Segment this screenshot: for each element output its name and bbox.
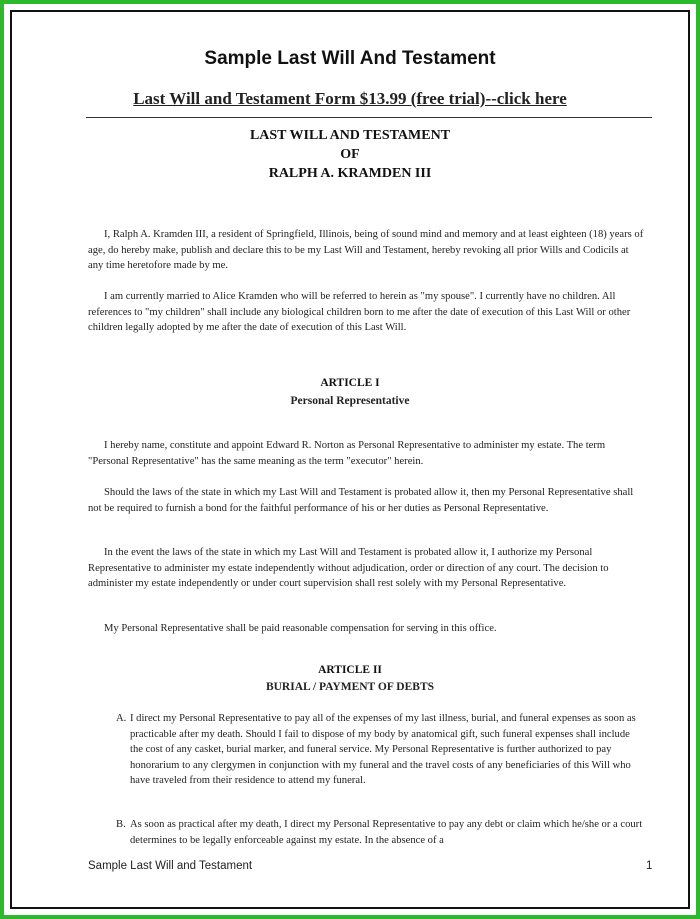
article-1-paragraph: I hereby name, constitute and appoint Edward R. Norton as Personal Representative to administer my estate. The term "Personal Representative" has the same meaning as the term "executor" herein. — [88, 440, 606, 467]
list-item: B. As soon as practical after my death, I direct my Personal Representative to pay any debt or claim which he/she or a court determines to be legally enforceable against my estate. In the absence of a — [116, 819, 643, 846]
divider — [86, 117, 652, 118]
article-1-heading: ARTICLE I — [320, 377, 380, 389]
article-1-paragraph: Should the laws of the state in which my Last Will and Testament is probated allow it, then my Personal Representative shall not be required to furnish a bond for the faithful performance of his or her duties as Personal Representative. — [88, 487, 634, 514]
article-1-paragraph: In the event the laws of the state in which my Last Will and Testament is probated allow it, I authorize my Personal Representative to administer my estate independently without adjudication, order or direction of any court. The decision to administer my estate independently or under court supervision shall rest solely with my Personal Representative. — [88, 547, 609, 589]
article-1-subheading: Personal Representative — [290, 395, 410, 407]
testator-name: RALPH A. KRAMDEN III — [268, 166, 432, 181]
article-2-heading: ARTICLE II — [318, 664, 382, 676]
marital-status-paragraph: I am currently married to Alice Kramden who will be referred to herein as "my spouse". I currently have no children. All references to "my children" shall include any biological children born to me after the date of execution of this Last Will or other children legally adopted by me after the date of execution of this Last Will. — [88, 291, 631, 333]
page-number: 1 — [646, 860, 653, 872]
footer-document-name: Sample Last Will and Testament — [88, 860, 253, 872]
will-title: LAST WILL AND TESTAMENT — [249, 128, 451, 143]
article-2-subheading: BURIAL / PAYMENT OF DEBTS — [265, 681, 435, 693]
intro-paragraph: I, Ralph A. Kramden III, a resident of Springfield, Illinois, being of sound mind and memory and at least eighteen (18) years of age, do hereby make, publish and declare this to be my Last Will and Testament, hereby revoking all prior Wills and Codicils at any time heretofore made by me. — [88, 229, 644, 271]
page-title: Sample Last Will And Testament — [204, 48, 496, 69]
will-title-of: OF — [340, 147, 360, 162]
article-1-paragraph: My Personal Representative shall be paid reasonable compensation for serving in this office. — [104, 623, 497, 634]
promo-link[interactable]: Last Will and Testament Form $13.99 (free trial)--click here — [133, 89, 567, 108]
list-item: A. I direct my Personal Representative to pay all of the expenses of my last illness, burial, and funeral expenses as soon as practicable after my death. Should I fail to dispose of my body by anatomical gift, such funeral expenses shall include the cost of any casket, burial marker, and funeral service. My Personal Representative is further authorized to pay honorarium to any clergymen in conjunction with my funeral and the travel costs of any beneficiaries of this Will who have traveled from their residence to attend my funeral. — [116, 713, 636, 786]
